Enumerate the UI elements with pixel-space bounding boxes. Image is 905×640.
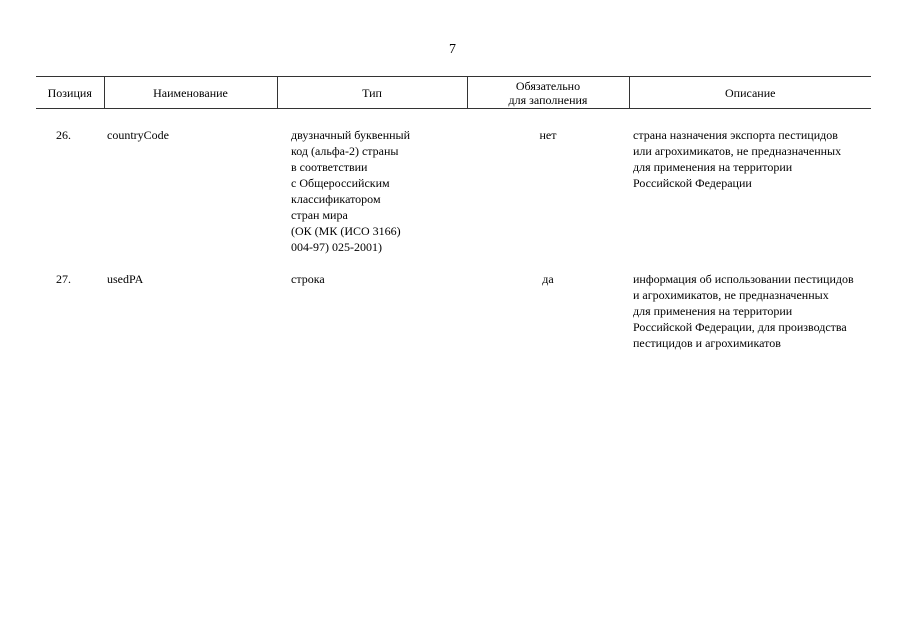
table-row xyxy=(36,109,871,256)
type-line: классификатором xyxy=(291,192,381,206)
type-line: строка xyxy=(291,272,325,286)
description-line: для применения на территории xyxy=(633,160,793,174)
table-row xyxy=(36,255,871,351)
header-required xyxy=(467,77,629,109)
description-line: страна назначения экспорта пестицидов xyxy=(633,128,838,142)
type-line: с Общероссийским xyxy=(291,176,390,190)
type-line: в соответствии xyxy=(291,160,368,174)
header-type: Тип xyxy=(277,77,467,109)
table-body xyxy=(36,109,871,352)
description-line: Российской Федерации, для производства xyxy=(633,320,847,334)
description-line: и агрохимикатов, не предназначенных xyxy=(633,288,829,302)
cell-required: да xyxy=(542,272,554,286)
cell-name: usedPA xyxy=(107,272,144,286)
header-row xyxy=(36,77,871,109)
type-line: стран мира xyxy=(291,208,348,222)
cell-description xyxy=(629,255,871,351)
header-required-line1: Обязательно xyxy=(515,78,581,93)
type-line: 004-97) 025-2001) xyxy=(291,240,382,254)
cell-required: нет xyxy=(539,128,557,142)
header-name: Наименование xyxy=(104,77,277,109)
header-description: Описание xyxy=(629,77,871,109)
description-line: информация об использовании пестицидов xyxy=(633,272,854,286)
cell-position: 27. xyxy=(56,272,71,286)
cell-position: 26. xyxy=(56,128,71,142)
type-line: двузначный буквенный xyxy=(291,128,411,142)
description-line: Российской Федерации xyxy=(633,176,752,190)
type-line: код (альфа-2) страны xyxy=(291,144,399,158)
cell-type xyxy=(277,109,467,256)
description-line: пестицидов и агрохимикатов xyxy=(633,336,781,350)
specification-table xyxy=(36,76,871,351)
type-line: (ОК (МК (ИСО 3166) xyxy=(291,224,401,238)
cell-name: countryCode xyxy=(107,128,169,142)
description-line: или агрохимикатов, не предназначенных xyxy=(633,144,842,158)
header-required-line2: для заполнения xyxy=(508,92,588,107)
table-header xyxy=(36,77,871,109)
header-position: Позиция xyxy=(36,77,104,109)
cell-type xyxy=(277,255,467,351)
page-number: 7 xyxy=(449,42,456,57)
description-line: для применения на территории xyxy=(633,304,793,318)
cell-description xyxy=(629,109,871,256)
